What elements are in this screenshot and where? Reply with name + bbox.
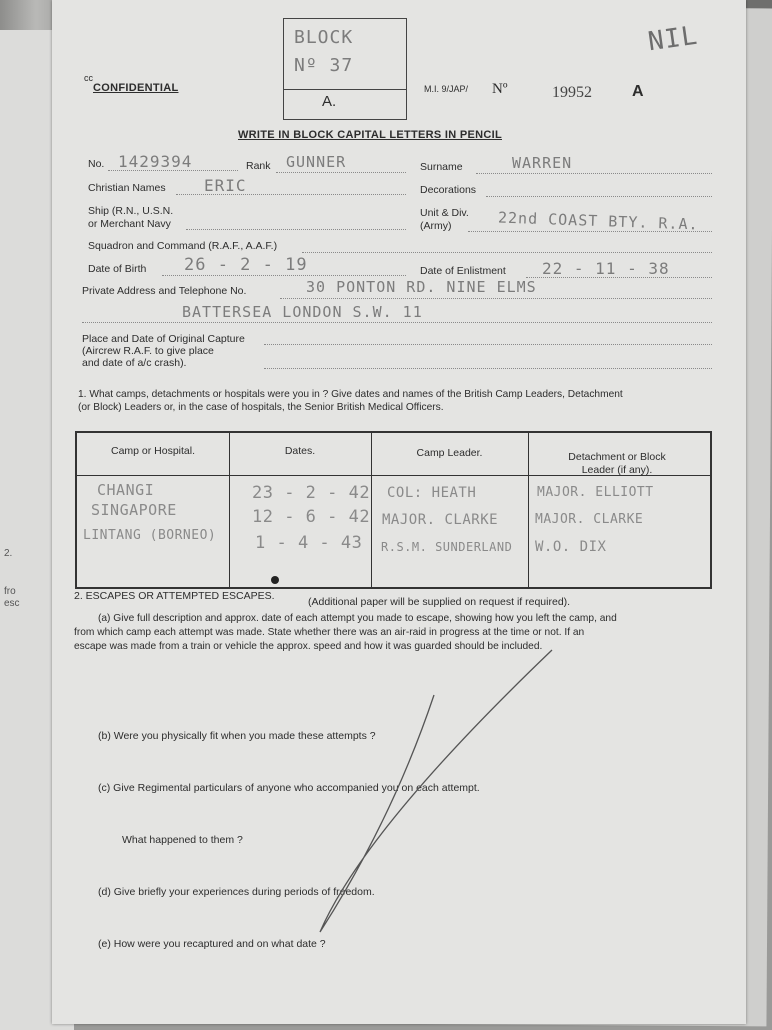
table-cell: LINTANG (BORNEO)	[83, 528, 217, 543]
address-line-2: BATTERSEA LONDON S.W. 11	[182, 303, 423, 321]
section2-a-line1: (a) Give full description and approx. date of each attempt you made to escape, showing how you left the camp, and	[98, 613, 617, 624]
column-header-dates: Dates.	[284, 445, 316, 457]
unit-value: 22nd COAST BTY. R.A.	[497, 208, 699, 234]
section2-heading: 2. ESCAPES OR ATTEMPTED ESCAPES.	[74, 590, 275, 602]
section2-question-b: (b) Were you physically fit when you made these attempts ?	[98, 730, 376, 742]
date-of-birth-value: 26 - 2 - 19	[184, 255, 308, 275]
capture-label-1: Place and Date of Original Capture	[82, 333, 245, 345]
service-number-value: 1429394	[118, 152, 193, 171]
document-number: 19952	[552, 84, 592, 101]
christian-names-label: Christian Names	[88, 182, 166, 194]
table-cell: MAJOR. CLARKE	[382, 512, 499, 528]
block-stamp-letter: A.	[322, 93, 337, 110]
corner-handwritten-note: NIL	[646, 20, 700, 58]
table-cell: SINGAPORE	[91, 501, 177, 519]
surname-value: WARREN	[512, 154, 573, 172]
form-reference: M.I. 9/JAP/	[424, 84, 469, 94]
service-number-label: No.	[88, 158, 105, 170]
section2-a-line2: from which camp each attempt was made. State whether there was an air-raid in progress at the time or not. If an	[74, 627, 585, 638]
table-cell: 1 - 4 - 43	[255, 533, 363, 553]
column-header-camp: Camp or Hospital.	[110, 445, 196, 457]
unit-label-1: Unit & Div.	[420, 207, 469, 219]
section2-question-c-followup: What happened to them ?	[122, 834, 243, 846]
date-of-birth-label: Date of Birth	[88, 263, 147, 275]
column-header-detachment-leader: Detachment or Block Leader (if any).	[568, 451, 666, 477]
address-line-1: 30 PONTON RD. NINE ELMS	[306, 278, 537, 296]
section2-question-e: (e) How were you recaptured and on what date ?	[98, 938, 326, 950]
column-header-camp-leader: Camp Leader.	[416, 447, 483, 459]
enlistment-date-label: Date of Enlistment	[420, 265, 506, 277]
ship-label-2: or Merchant Navy	[88, 218, 171, 230]
address-label: Private Address and Telephone No.	[82, 285, 247, 297]
block-stamp-line1: BLOCK	[294, 27, 354, 48]
surname-label: Surname	[420, 161, 463, 173]
unit-label-2: (Army)	[420, 220, 452, 232]
classification: CONFIDENTIAL	[93, 82, 179, 94]
squadron-label: Squadron and Command (R.A.F., A.A.F.)	[88, 240, 278, 252]
margin-fragment: fro	[4, 586, 16, 597]
section1-question-line1: 1. What camps, detachments or hospitals were you in ? Give dates and names of the British Camp Leaders, Detachment	[78, 389, 623, 400]
enlistment-date-value: 22 - 11 - 38	[542, 259, 670, 278]
table-cell: 12 - 6 - 42	[252, 507, 371, 527]
number-label: Nº	[492, 81, 508, 97]
table-cell: MAJOR. ELLIOTT	[537, 485, 654, 500]
section1-question-line2: (or Block) Leaders or, in the case of hospitals, the Senior British Medical Officers.	[78, 402, 444, 413]
section2-a-line3: escape was made from a train or vehicle the approx. speed and how it was guarded should be included.	[74, 641, 543, 652]
pencil-tick-mark	[292, 640, 572, 940]
capture-label-3: and date of a/c crash).	[82, 357, 187, 369]
table-cell: W.O. DIX	[535, 539, 607, 555]
ship-label-1: Ship (R.N., U.S.N.	[88, 205, 174, 217]
table-cell: MAJOR. CLARKE	[535, 512, 644, 527]
rank-value: GUNNER	[286, 153, 347, 171]
table-cell: CHANGI	[97, 481, 155, 499]
number-suffix: A	[632, 83, 644, 100]
margin-fragment: esc	[4, 598, 20, 609]
camps-table	[75, 431, 712, 589]
rank-label: Rank	[246, 160, 271, 172]
section2-heading-note: (Additional paper will be supplied on request if required).	[308, 596, 571, 608]
margin-fragment: 2.	[4, 548, 13, 559]
section2-question-d: (d) Give briefly your experiences during periods of freedom.	[98, 886, 375, 898]
cc-mark: cc	[84, 73, 93, 83]
table-cell: COL: HEATH	[387, 485, 477, 501]
block-stamp	[283, 18, 407, 120]
table-cell: R.S.M. SUNDERLAND	[381, 540, 513, 554]
decorations-label: Decorations	[420, 184, 477, 196]
section2-question-c: (c) Give Regimental particulars of anyone who accompanied you on each attempt.	[98, 782, 480, 794]
christian-names-value: ERIC	[204, 176, 247, 195]
ink-dot	[271, 576, 279, 584]
instruction-heading: WRITE IN BLOCK CAPITAL LETTERS IN PENCIL	[238, 129, 502, 141]
table-cell: 23 - 2 - 42	[252, 483, 371, 503]
form-page	[52, 0, 746, 1024]
block-stamp-line2: Nº 37	[294, 55, 354, 76]
capture-label-2: (Aircrew R.A.F. to give place	[82, 345, 214, 357]
